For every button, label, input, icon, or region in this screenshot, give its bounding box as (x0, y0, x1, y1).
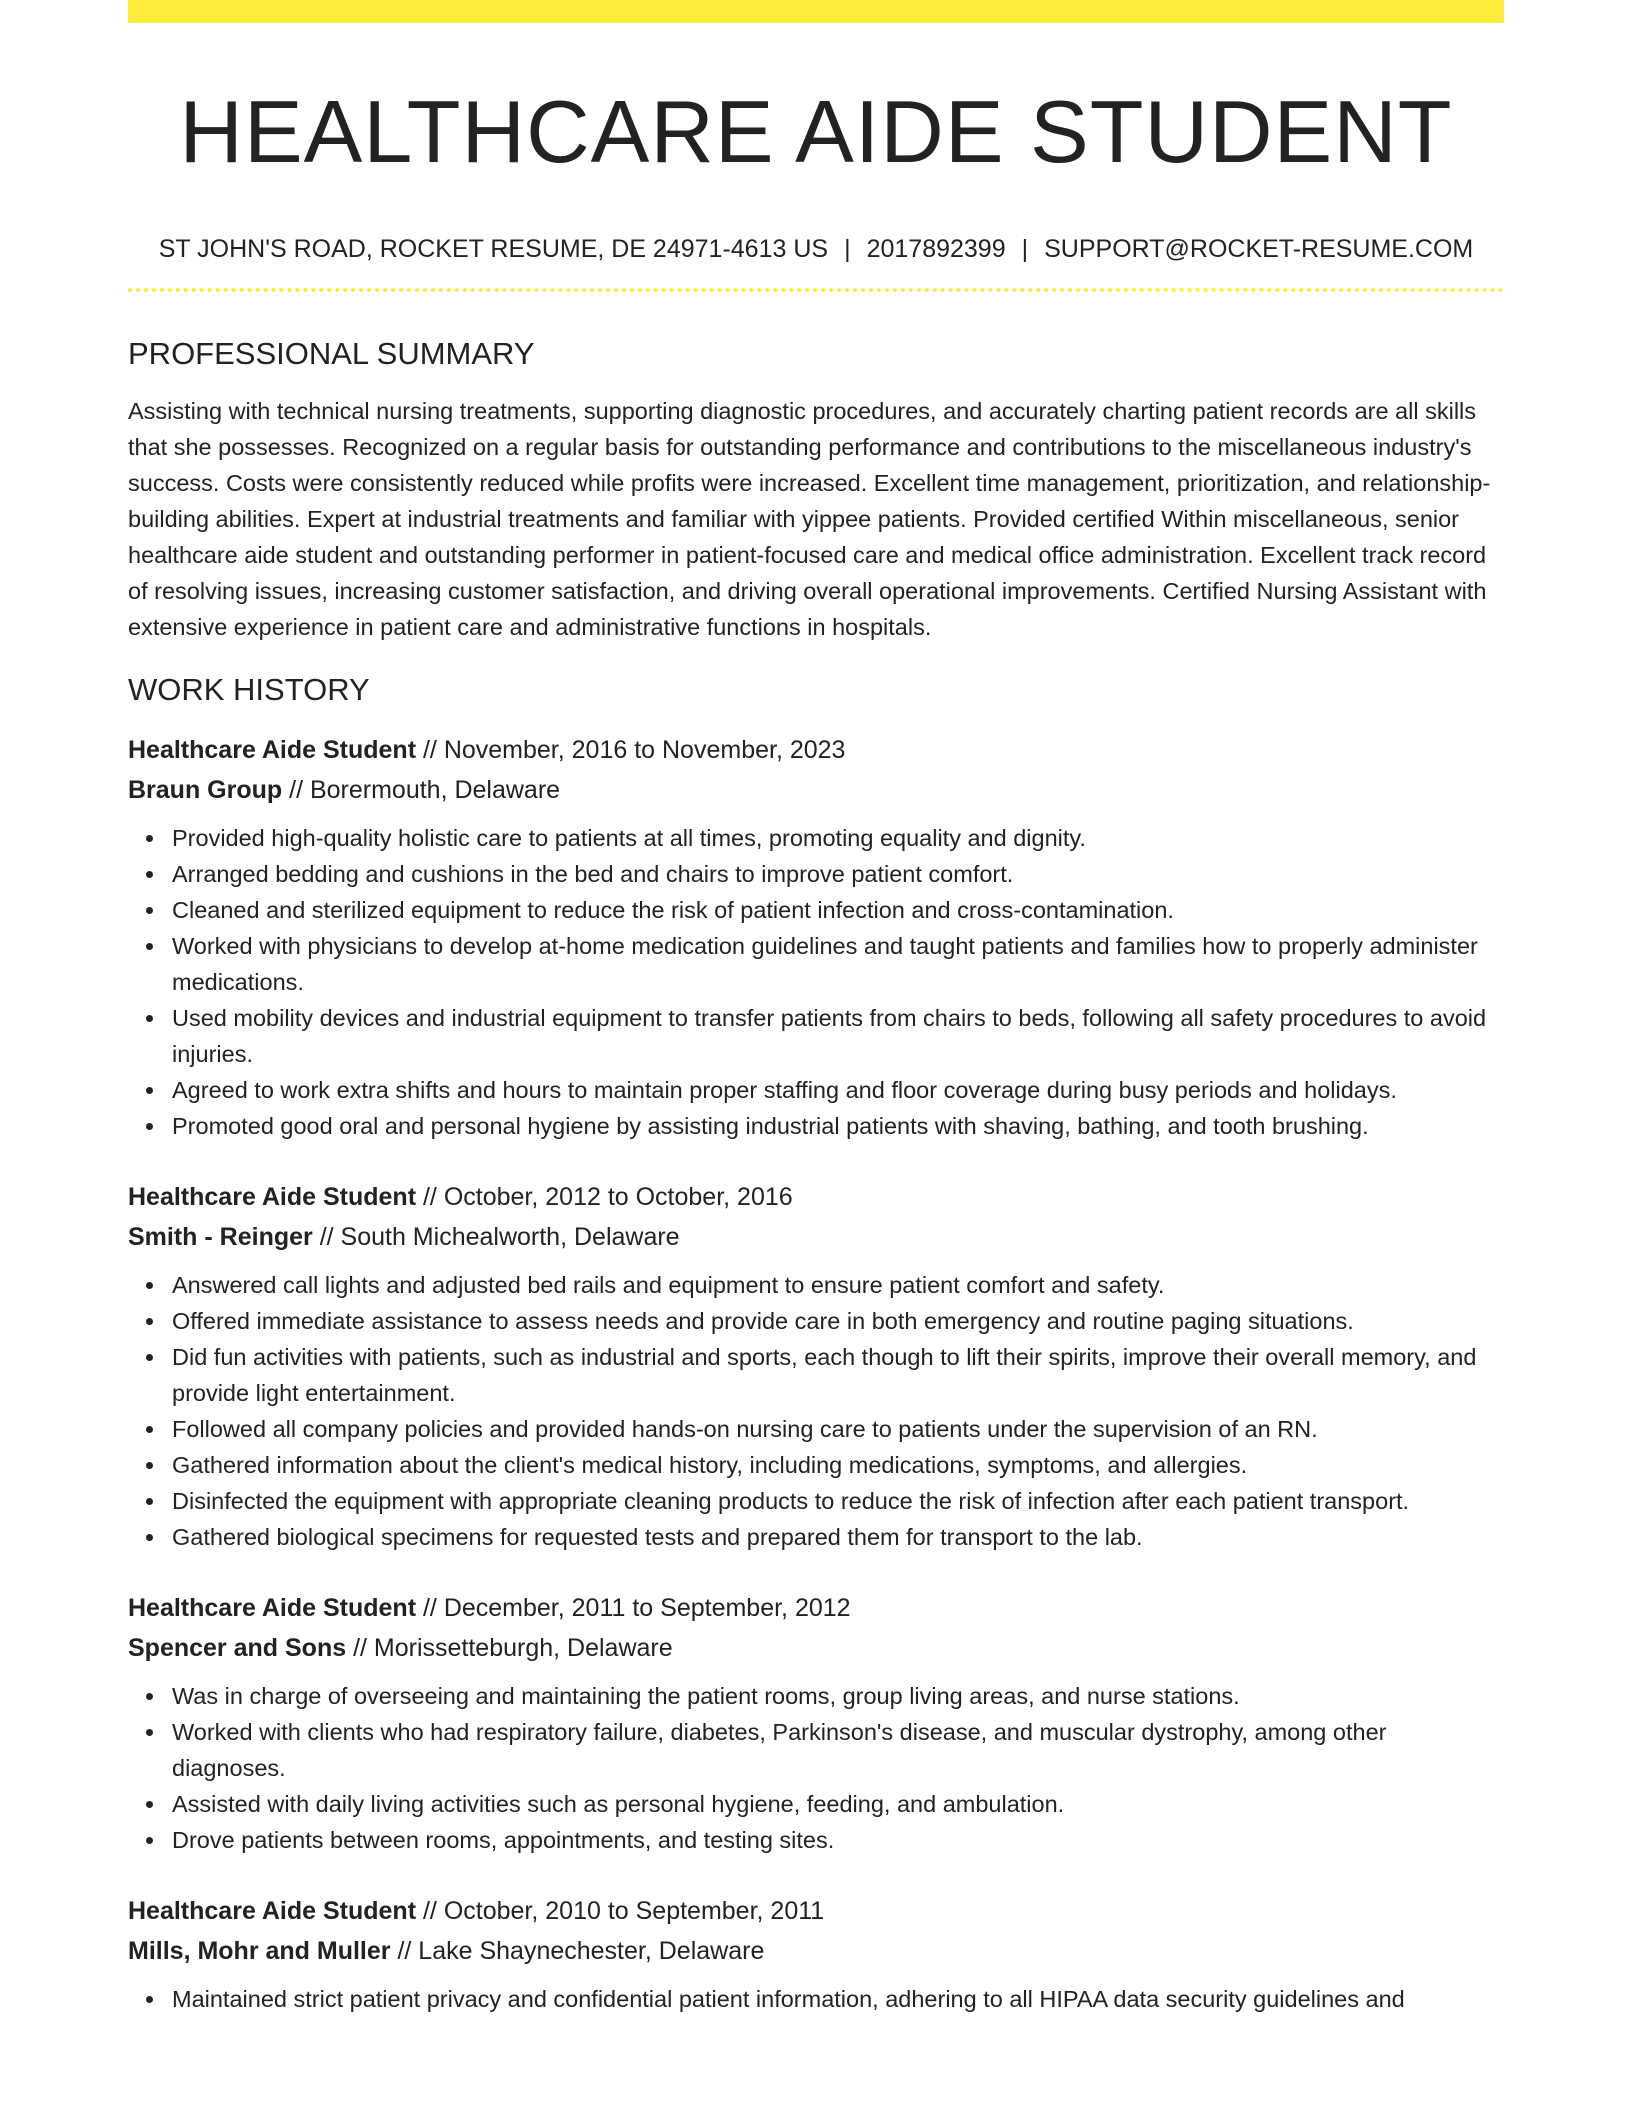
job-title-line (128, 1891, 1504, 1931)
job-bullet: Maintained strict patient privacy and confidential patient information, adhering to all HIPAA data security guidelines and (172, 1981, 1504, 2017)
job-company: Mills, Mohr and Muller (128, 1937, 391, 1965)
job-bullet: Assisted with daily living activities such as personal hygiene, feeding, and ambulation. (172, 1786, 1504, 1822)
job-company: Spencer and Sons (128, 1634, 347, 1662)
resume-name: HEALTHCARE AIDE STUDENT (179, 82, 1453, 181)
job-bullet: Was in charge of overseeing and maintaining the patient rooms, group living areas, and nurse stations. (172, 1678, 1504, 1714)
contact-email: SUPPORT@ROCKET-RESUME.COM (1044, 235, 1474, 263)
job-title: Healthcare Aide Student (128, 1594, 417, 1622)
job-entry (128, 1177, 1504, 1555)
job-bullet: Followed all company policies and provided hands-on nursing care to patients under the supervision of an RN. (172, 1411, 1504, 1447)
job-company-line (128, 1217, 1504, 1257)
job-bullet: Cleaned and sterilized equipment to reduce the risk of patient infection and cross-contamination. (172, 892, 1504, 928)
job-bullet: Agreed to work extra shifts and hours to maintain proper staffing and floor coverage during busy periods and holidays. (172, 1072, 1504, 1108)
job-bullet: Worked with physicians to develop at-home medication guidelines and taught patients and families how to properly administer medications. (172, 928, 1504, 1000)
job-title-line (128, 1177, 1504, 1217)
job-bullet: Promoted good oral and personal hygiene by assisting industrial patients with shaving, bathing, and tooth brushing. (172, 1108, 1504, 1144)
job-entry (128, 1891, 1504, 2017)
job-dates: // December, 2011 to September, 2012 (416, 1594, 851, 1622)
job-company-line (128, 1931, 1504, 1971)
job-bullet-list (128, 820, 1504, 1144)
job-dates: // October, 2010 to September, 2011 (416, 1897, 825, 1925)
job-dates: // October, 2012 to October, 2016 (416, 1183, 793, 1211)
job-bullet: Did fun activities with patients, such as industrial and sports, each though to lift their spirits, improve their overall memory, and provide light entertainment. (172, 1339, 1504, 1411)
job-bullet: Drove patients between rooms, appointments, and testing sites. (172, 1822, 1504, 1858)
dotted-divider (128, 288, 1504, 292)
job-entry (128, 730, 1504, 1144)
job-bullet: Gathered information about the client's medical history, including medications, symptoms, and allergies. (172, 1447, 1504, 1483)
job-location: // South Michealworth, Delaware (312, 1223, 680, 1251)
job-company-line (128, 1628, 1504, 1668)
contact-separator: | (1021, 235, 1029, 263)
resume-page (128, 0, 1504, 2017)
job-dates: // November, 2016 to November, 2023 (416, 736, 846, 764)
job-bullet-list (128, 1678, 1504, 1858)
job-title-line (128, 1588, 1504, 1628)
job-bullet: Worked with clients who had respiratory failure, diabetes, Parkinson's disease, and muscular dystrophy, among other diagnoses. (172, 1714, 1504, 1786)
work-history-list (128, 730, 1504, 2017)
job-bullet: Offered immediate assistance to assess needs and provide care in both emergency and routine paging situations. (172, 1303, 1504, 1339)
job-bullet: Used mobility devices and industrial equipment to transfer patients from chairs to beds, following all safety procedures to avoid injuries. (172, 1000, 1504, 1072)
job-title: Healthcare Aide Student (128, 1897, 417, 1925)
contact-line (128, 234, 1504, 264)
summary-text: Assisting with technical nursing treatments, supporting diagnostic procedures, and accurately charting patient records are all skills that she possesses. Recognized on a regular basis for outstanding performance and contributions to the miscellaneous industry's success. Costs were consistently reduced while profits were increased. Excellent time management, prioritization, and relationship-building abilities. Expert at industrial treatments and familiar with yippee patients. Provided certified Within miscellaneous, senior healthcare aide student and outstanding performer in patient-focused care and medical office administration. Excellent track record of resolving issues, increasing customer satisfaction, and driving overall operational improvements. Certified Nursing Assistant with extensive experience in patient care and administrative functions in hospitals. (128, 398, 1491, 640)
job-bullet-list (128, 1267, 1504, 1555)
job-bullet: Arranged bedding and cushions in the bed and chairs to improve patient comfort. (172, 856, 1504, 892)
job-company: Smith - Reinger (128, 1223, 313, 1251)
summary-heading: PROFESSIONAL SUMMARY (128, 336, 535, 371)
job-company: Braun Group (128, 776, 283, 804)
job-entry (128, 1588, 1504, 1858)
contact-address: ST JOHN'S ROAD, ROCKET RESUME, DE 24971-4613 US (158, 235, 829, 263)
job-title: Healthcare Aide Student (128, 736, 417, 764)
job-bullet: Gathered biological specimens for requested tests and prepared them for transport to the lab. (172, 1519, 1504, 1555)
work-history-heading: WORK HISTORY (128, 672, 370, 707)
job-bullet: Answered call lights and adjusted bed rails and equipment to ensure patient comfort and safety. (172, 1267, 1504, 1303)
job-bullet: Provided high-quality holistic care to patients at all times, promoting equality and dignity. (172, 820, 1504, 856)
job-company-line (128, 770, 1504, 810)
job-title-line (128, 730, 1504, 770)
job-location: // Borermouth, Delaware (282, 776, 561, 804)
job-title: Healthcare Aide Student (128, 1183, 417, 1211)
job-bullet-list (128, 1981, 1504, 2017)
contact-separator: | (844, 235, 851, 263)
contact-phone: 2017892399 (866, 235, 1006, 263)
job-bullet: Disinfected the equipment with appropriate cleaning products to reduce the risk of infection after each patient transport. (172, 1483, 1504, 1519)
job-location: // Lake Shaynechester, Delaware (390, 1937, 765, 1965)
job-location: // Morissetteburgh, Delaware (346, 1634, 673, 1662)
accent-top-bar (128, 0, 1504, 23)
